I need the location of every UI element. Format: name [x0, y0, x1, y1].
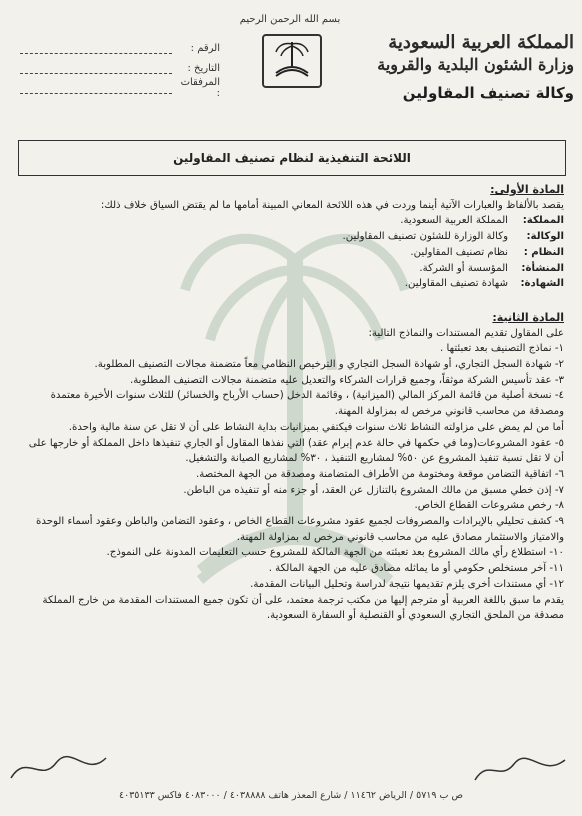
article2-item: ١٠- استطلاع رأي مالك المشروع بعد تعبئته من الجهة المالكة للمشروع حسب التعليمات المدونة على النموذج. — [106, 547, 564, 559]
footer-contact: ص ب ٥٧١٩ / الرياض ١١٤٦٢ / شارع المعذر هاتف ٤٠٣٨٨٨٨ / ٤٠٨٣٠٠٠ فاكس ٤٠٣٥١٣٣ — [119, 790, 463, 801]
signature-right-icon — [470, 752, 570, 788]
article2-heading: المادة الثانية: — [492, 310, 564, 324]
palm-swords-emblem-icon — [262, 34, 322, 88]
reference-fields — [20, 38, 220, 98]
meta-label: الرقم : — [190, 42, 220, 54]
letterhead — [374, 32, 574, 104]
signature-left-icon — [6, 748, 116, 788]
article2-item: ٩- كشف تحليلي بالإيرادات والمصروفات لجميع عقود مشروعات القطاع الخاص ، وعقود التضامن والباطن وعقود أسماء الوحدة والامتياز والاستثمار مصادق عليه من محاسب قانوني مرخص له بمزاولة المهنة. — [36, 516, 564, 543]
definition-row — [18, 276, 564, 292]
article2-item: ٨- رخص مشروعات القطاع الخاص. — [414, 500, 564, 512]
article2-item: ٢- شهادة السجل التجاري، أو شهادة السجل التجاري و الترخيص النظامي معاً متضمنة مجالات التصنيف المطلوبة. — [94, 359, 564, 371]
definition-value: نظام تصنيف المقاولين. — [410, 246, 508, 258]
article2-item: ٦- اتفاقية التضامن موقعة ومختومة من الأطراف المتضامنة ومصدقة من الجهة المختصة. — [195, 468, 564, 480]
article2-item: ١- نماذج التصنيف بعد تعبئتها . — [440, 343, 564, 355]
meta-line — [20, 83, 172, 94]
article2-item: ٣- عقد تأسيس الشركة موثقاً، وجميع قرارات الشركاء والتعديل عليه متضمنة مجالات التصنيف المطلوبة. — [129, 374, 564, 386]
meta-line — [20, 63, 172, 74]
ministry-name: وزارة الشئون البلدية والقروية — [377, 55, 574, 74]
definition-value: المؤسسة أو الشركة. — [419, 262, 508, 274]
definition-row — [18, 213, 564, 229]
definition-term: النظام : — [523, 246, 564, 258]
definition-value: المملكة العربية السعودية. — [400, 215, 508, 227]
article2-item: ٧- إذن خطي مسبق من مالك المشروع بالتنازل عن العقد، أو جزء منه أو تنفيذه من الباطن. — [183, 484, 564, 496]
definition-value: شهادة تصنيف المقاولين. — [404, 278, 508, 290]
kingdom-name: المملكة العربية السعودية — [388, 32, 574, 53]
article2-item: ١١- آخر مستخلص حكومي أو ما يماثله مصادق عليه من الجهة المالكة . — [268, 563, 564, 575]
meta-label: التاريخ : — [187, 62, 220, 74]
document-title: اللائحة التنفيذية لنظام تصنيف المقاولين — [18, 140, 566, 176]
article2-item: ٤- نسخة أصلية من قائمة المركز المالي (الميزانية) ، وقائمة الدخل (حساب الأرباح والخسائر) للثلاث سنوات الأخيرة معتمدة ومصدقة من محاسب قانوني مرخص له بمزاولة المهنة. — [50, 390, 564, 418]
article1-heading: المادة الأولى: — [490, 183, 564, 196]
article2-item: ٥- عقود المشروعات(وما في حكمها في حالة عدم إبرام عقد) التي نفذها المقاول أو الجاري تنفيذها داخل المملكة أو خارجها على أن لا تقل نسبة تنفيذ المشروع عن ٥٠% لمشاريع التنفيذ ، ٣٠% لمشاريع الصيانة والتشغيل. — [28, 437, 564, 465]
meta-row-attachments — [20, 78, 220, 98]
meta-line — [20, 43, 172, 54]
definition-term: المملكة: — [522, 215, 564, 227]
article2-item: أما من لم يمض على مزاولته النشاط ثلاث سنوات فيكتفي بميزانيات بداية النشاط على أن لا تقل عن سنة مالية واحدة. — [68, 421, 564, 433]
definition-term: المنشأة: — [521, 262, 564, 274]
definition-row — [18, 229, 564, 245]
definition-value: وكالة الوزارة للشئون تصنيف المقاولين. — [342, 231, 508, 243]
article2-item: يقدم ما سبق باللغة العربية أو مترجم إليها من مكتب ترجمة معتمد، على أن تكون جميع المستندات المقدمة من خارج المملكة مصدقة من الملحق التجاري السعودي أو القنصلية أو السفارة السعودية. — [42, 594, 564, 622]
meta-row-number — [20, 38, 220, 58]
definition-row — [18, 245, 564, 261]
article2-intro: على المقاول تقديم المستندات والنماذج التالية: — [368, 327, 564, 339]
definition-term: الوكالة: — [526, 231, 564, 243]
bismillah: بسم الله الرحمن الرحيم — [239, 14, 341, 25]
definition-term: الشهادة: — [520, 278, 564, 290]
article2-item: ١٢- أي مستندات أخرى يلزم تقديمها نتيجة لدراسة وتحليل البيانات المقدمة. — [250, 578, 564, 590]
definition-row — [18, 261, 564, 277]
meta-label: المرفقات : — [180, 77, 220, 99]
document-body — [18, 182, 564, 624]
agency-name: وكالة تصنيف المقاولين — [402, 84, 574, 102]
article1-intro: يقصد بالألفاظ والعبارات الآتية أينما وردت في هذه اللائحة المعاني المبينة أمامها ما لم يقتض السياق خلاف ذلك: — [100, 199, 564, 211]
meta-row-date — [20, 58, 220, 78]
